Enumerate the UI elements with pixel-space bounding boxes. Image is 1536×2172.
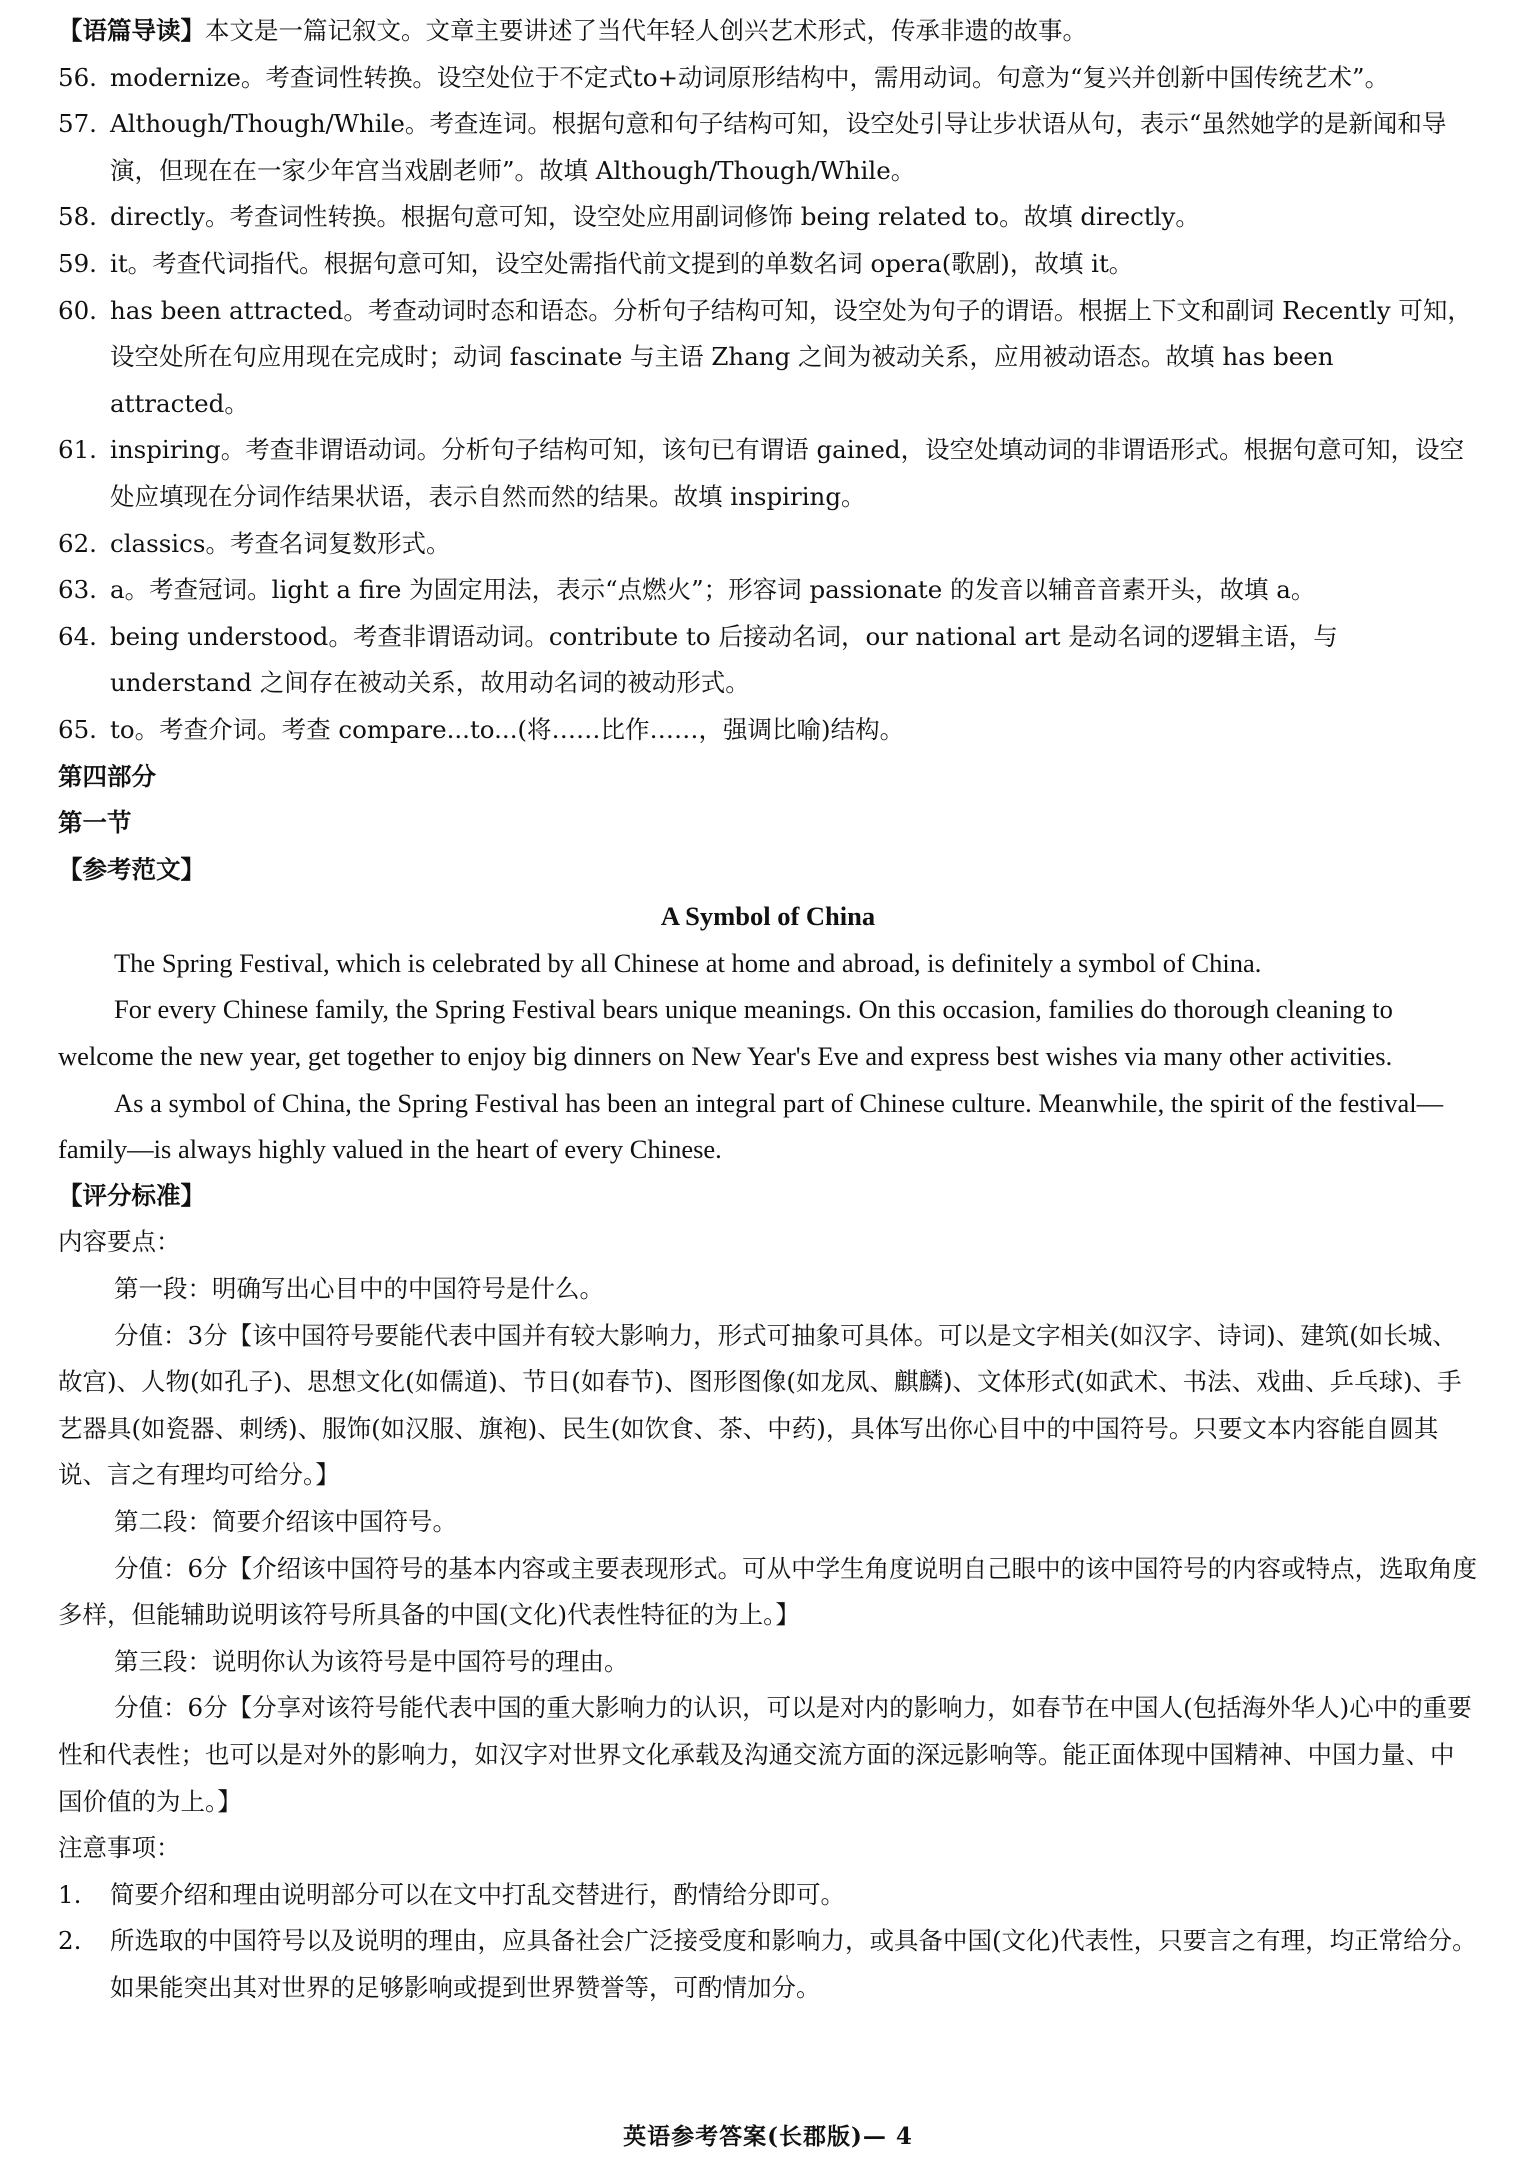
note-item xyxy=(58,1872,1478,1919)
part-heading: 第四部分 xyxy=(58,761,156,791)
answer-item xyxy=(58,288,1478,428)
answer-text: inspiring。考查非谓语动词。分析句子结构可知，该句已有谓语 gained，设空处填动词的非谓语形式。根据句意可知，设空处应填现在分词作结果状语，表示自然而然的结果。故填 inspiring。 xyxy=(110,435,1465,511)
answer-text: it。考查代词指代。根据句意可知，设空处需指代前文提到的单数名词 opera(歌剧)，故填 it。 xyxy=(110,248,1134,278)
answer-item xyxy=(58,521,1478,568)
sample-essay xyxy=(58,893,1478,1173)
answer-item xyxy=(58,55,1478,102)
note-number: 1. xyxy=(58,1879,82,1909)
answer-text: Although/Though/While。考查连词。根据句意和句子结构可知，设空处引导让步状语从句，表示“虽然她学的是新闻和导演，但现在在一家少年宫当戏剧老师”。故填 Although/Though/While。 xyxy=(110,109,1447,185)
answer-number: 65. xyxy=(58,714,97,744)
note-text: 简要介绍和理由说明部分可以在文中打乱交替进行，酌情给分即可。 xyxy=(110,1879,845,1909)
answer-number: 62. xyxy=(58,528,97,558)
notes-list xyxy=(58,1872,1478,2012)
scoring-heading: 第三段：说明你认为该符号是中国符号的理由。 xyxy=(114,1646,629,1676)
page-footer: 英语参考答案(长郡版)— 4 xyxy=(623,2123,913,2150)
answer-text: being understood。考查非谓语动词。contribute to 后接动名词，our national art 是动名词的逻辑主语，与 understand 之间存在被动关系，故用动名词的被动形式。 xyxy=(110,621,1338,698)
answer-text: modernize。考查词性转换。设空处位于不定式to+动词原形结构中，需用动词。句意为“复兴并创新中国传统艺术”。 xyxy=(110,62,1390,92)
reading-guide-text: 本文是一篇记叙文。文章主要讲述了当代年轻人创兴艺术形式，传承非遗的故事。 xyxy=(205,16,1087,45)
answer-number: 61. xyxy=(58,435,97,465)
answer-item xyxy=(58,241,1478,288)
essay-title: A Symbol of China xyxy=(660,901,876,932)
scoring-list xyxy=(58,1266,1478,1825)
answer-text: classics。考查名词复数形式。 xyxy=(110,528,451,558)
answer-number: 58. xyxy=(58,202,97,232)
notes-label: 注意事项： xyxy=(58,1833,181,1863)
note-item xyxy=(58,1918,1478,2011)
answer-number: 63. xyxy=(58,575,97,605)
note-text: 所选取的中国符号以及说明的理由，应具备社会广泛接受度和影响力，或具备中国(文化)代表性，只要言之有理，均正常给分。如果能突出其对世界的足够影响或提到世界赞誉等，可酌情加分。 xyxy=(110,1926,1477,2002)
scoring-heading: 第一段：明确写出心目中的中国符号是什么。 xyxy=(114,1274,604,1304)
answer-number: 57. xyxy=(58,109,97,139)
section-heading: 第一节 xyxy=(58,808,132,838)
answer-item xyxy=(58,567,1478,614)
answer-number: 60. xyxy=(58,295,97,325)
note-number: 2. xyxy=(58,1926,82,1956)
essay-paragraph: The Spring Festival, which is celebrated by all Chinese at home and abroad, is definitely a symbol of China. xyxy=(114,947,1262,978)
answer-number: 59. xyxy=(58,248,97,278)
document-page xyxy=(58,8,1478,2012)
answer-number: 64. xyxy=(58,621,97,651)
answer-list xyxy=(58,55,1478,754)
sample-essay-label: 【参考范文】 xyxy=(58,854,205,884)
reading-guide-label: 【语篇导读】 xyxy=(58,16,205,45)
reading-guide xyxy=(58,8,1478,55)
answer-text: to。考查介词。考查 compare...to...(将……比作……，强调比喻)结构。 xyxy=(110,714,905,744)
answer-text: directly。考查词性转换。根据句意可知，设空处应用副词修饰 being related to。故填 directly。 xyxy=(110,202,1200,232)
answer-item xyxy=(58,101,1478,194)
answer-number: 56. xyxy=(58,62,97,92)
scoring-detail: 分值：6分【介绍该中国符号的基本内容或主要表现形式。可从中学生角度说明自己眼中的该中国符号的内容或特点，选取角度多样，但能辅助说明该符号所具备的中国(文化)代表性特征的为上。】 xyxy=(58,1553,1478,1630)
scoring-detail: 分值：3分【该中国符号要能代表中国并有较大影响力，形式可抽象可具体。可以是文字相关(如汉字、诗词)、建筑(如长城、故宫)、人物(如孔子)、思想文化(如儒道)、节日(如春节)、图形图像(如龙凤、麒麟)、文体形式(如武术、书法、戏曲、乒乓球)、手艺器具(如瓷器、刺绣)、服饰(如汉服、旗袍)、民生(如饮食、茶、中药)，具体写出你心目中的中国符号。只要文本内容能自圆其说、言之有理均可给分。】 xyxy=(58,1320,1462,1490)
essay-paragraph: As a symbol of China, the Spring Festival has been an integral part of Chinese culture. Meanwhile, the spirit of the festival—family—is always highly valued in the heart of every Chinese. xyxy=(58,1087,1444,1165)
answer-text: a。考查冠词。light a fire 为固定用法，表示“点燃火”；形容词 passionate 的发音以辅音音素开头，故填 a。 xyxy=(110,575,1316,605)
scoring-detail: 分值：6分【分享对该符号能代表中国的重大影响力的认识，可以是对内的影响力，如春节在中国人(包括海外华人)心中的重要性和代表性；也可以是对外的影响力，如汉字对世界文化承载及沟通交流方面的深远影响等。能正面体现中国精神、中国力量、中国价值的为上。】 xyxy=(58,1693,1472,1816)
answer-item xyxy=(58,194,1478,241)
answer-item xyxy=(58,427,1478,520)
answer-item xyxy=(58,614,1478,707)
content-points-label: 内容要点： xyxy=(58,1227,181,1257)
answer-text: has been attracted。考查动词时态和语态。分析句子结构可知，设空处为句子的谓语。根据上下文和副词 Recently 可知，设空处所在句应用现在完成时；动词 fascinate 与主语 Zhang 之间为被动关系，应用被动语态。故填 has been attracted。 xyxy=(110,295,1472,418)
scoring-heading: 第二段：简要介绍该中国符号。 xyxy=(114,1507,457,1536)
scoring-label: 【评分标准】 xyxy=(58,1180,205,1210)
essay-paragraph: For every Chinese family, the Spring Festival bears unique meanings. On this occasion, families do thorough cleaning to welcome the new year, get together to enjoy big dinners on New Year's Eve and express best wishes via many other activities. xyxy=(58,994,1393,1072)
answer-item xyxy=(58,707,1478,754)
